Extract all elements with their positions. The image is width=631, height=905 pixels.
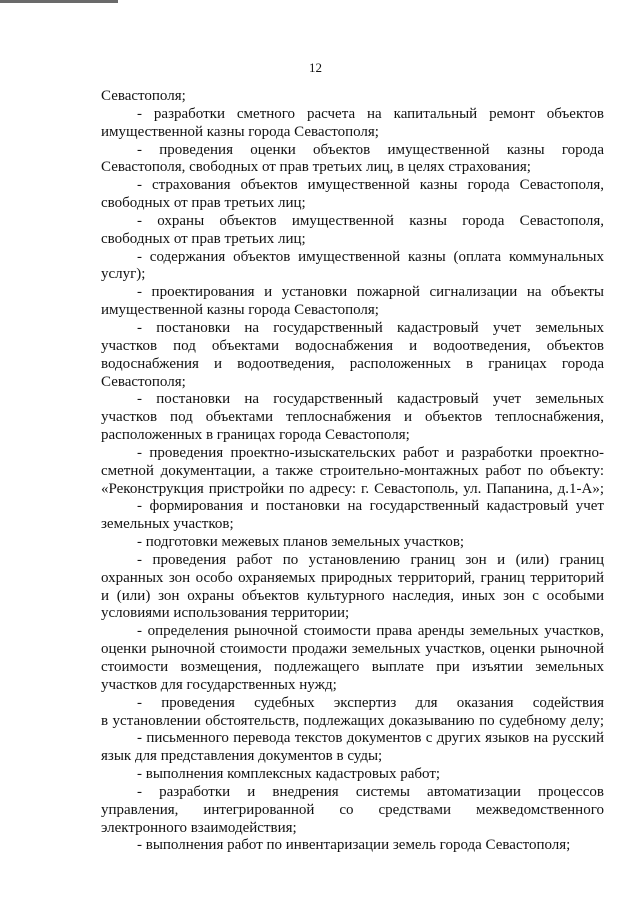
text-line: - разработки и внедрения системы автоматизации процессов (137, 783, 604, 800)
text-line: - постановки на государственный кадастровый учет земельных (137, 319, 604, 336)
text-line: «Реконструкция пристройки по адресу: г. Севастополь, ул. Папанина, д.1-А»; (101, 480, 604, 497)
text-line: - проведения судебных экспертиз для оказания содействия (137, 694, 604, 711)
text-line: в установлении обстоятельств, подлежащих доказыванию по судебному делу; (101, 712, 604, 729)
text-line: участков для государственных нужд; (101, 676, 337, 693)
text-line: - охраны объектов имущественной казны города Севастополя, (137, 212, 604, 229)
text-line: Севастополя; (101, 88, 186, 104)
text-line: Севастополя; (101, 373, 186, 390)
text-line: водоснабжения и водоотведения, расположенных в границах города (101, 355, 604, 372)
text-line: язык для представления документов в суды; (101, 748, 383, 765)
text-line: - выполнения комплексных кадастровых работ; (137, 766, 441, 783)
text-line: стоимости возмещения, подлежащего выплате при изъятии земельных (101, 659, 604, 675)
text-line: услуг); (101, 266, 146, 283)
text-line: сметной документации, а также строительно-монтажных работ по объекту: (101, 462, 604, 479)
text-line: - разработки сметного расчета на капитальный ремонт объектов (137, 105, 604, 122)
text-line: - формирования и постановки на государственный кадастровый учет (137, 498, 604, 515)
text-line: и (или) зон охраны объектов культурного наследия, иных зон с особыми (101, 587, 604, 604)
text-line: расположенных в границах города Севастополя; (101, 427, 410, 444)
text-line: Севастополя, свободных от прав третьих лиц, в целях страхования; (101, 159, 531, 176)
document-body (101, 88, 604, 855)
text-line: участков под объектами водоснабжения и водоотведения, объектов (101, 337, 604, 354)
text-line: условиями использования территории; (101, 605, 350, 622)
text-line: - постановки на государственный кадастровый учет земельных (137, 391, 604, 408)
text-line: - содержания объектов имущественной казны (оплата коммунальных (137, 248, 604, 265)
text-line: - страхования объектов имущественной казны города Севастополя, (137, 177, 604, 194)
text-line: - определения рыночной стоимости права аренды земельных участков, (137, 623, 604, 640)
text-line: участков под объектами теплоснабжения и объектов теплоснабжения, (101, 409, 604, 426)
text-line: управления, интегрированной со средствами межведомственного (101, 801, 604, 818)
text-line: - проектирования и установки пожарной сигнализации на объекты (137, 284, 604, 301)
text-line: свободных от прав третьих лиц; (101, 230, 306, 247)
text-line: - письменного перевода текстов документов с других языков на русский (137, 730, 604, 747)
text-line: имущественной казны города Севастополя; (101, 123, 379, 140)
text-line: - проведения проектно-изыскательских работ и разработки проектно- (137, 444, 604, 461)
text-line: свободных от прав третьих лиц; (101, 195, 306, 212)
text-line: оценки рыночной стоимости продажи земельных участков, оценки рыночной (101, 641, 604, 658)
page-number: 12 (309, 60, 322, 75)
text-line: - проведения работ по установлению границ зон и (или) границ (137, 551, 604, 568)
text-line: земельных участков; (101, 516, 234, 533)
text-line: - проведения оценки объектов имущественной казны города (137, 141, 604, 158)
text-line: - подготовки межевых планов земельных участков; (137, 534, 465, 551)
text-line: - выполнения работ по инвентаризации земель города Севастополя; (137, 837, 571, 854)
text-line: электронного взаимодействия; (101, 819, 297, 836)
text-line: имущественной казны города Севастополя; (101, 302, 379, 319)
text-line: охранных зон особо охраняемых природных территорий, границ территорий (101, 569, 604, 586)
scan-edge-mark (0, 0, 118, 3)
